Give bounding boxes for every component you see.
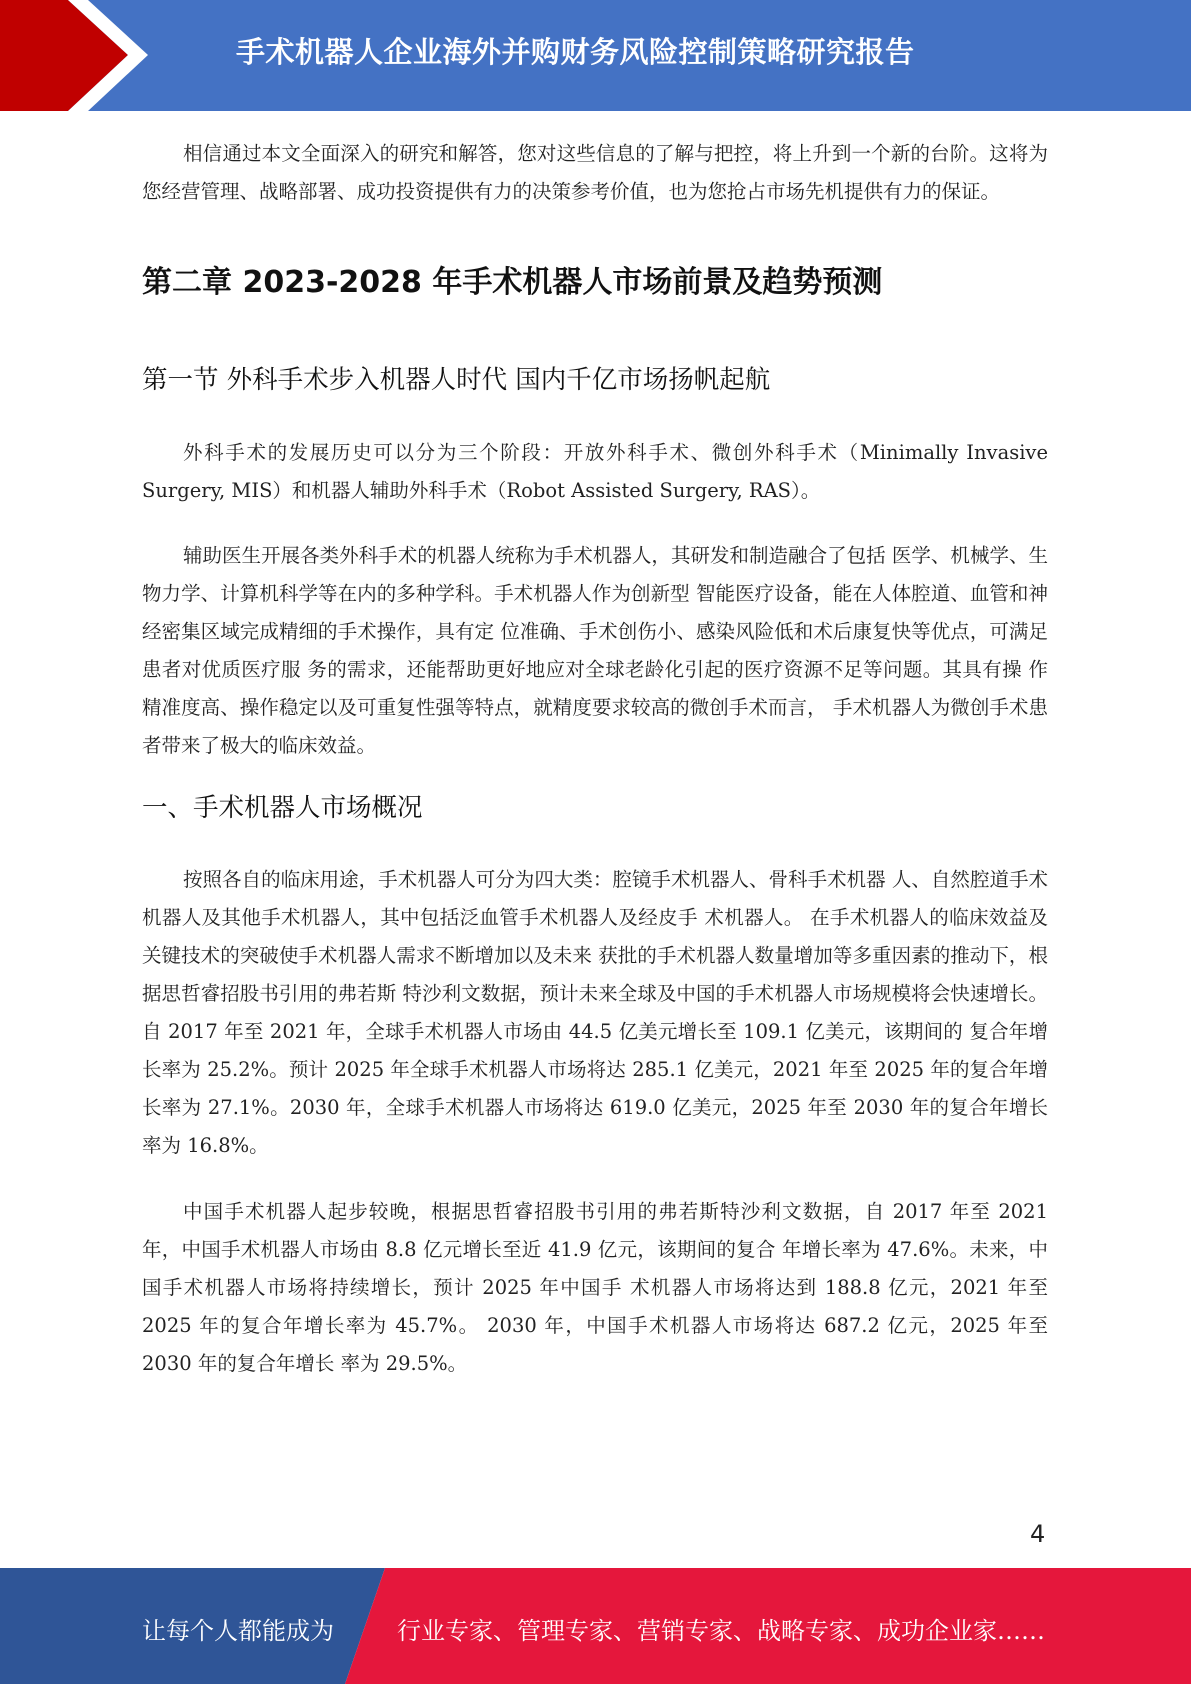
- subsection-title: 一、手术机器人市场概况: [142, 793, 423, 823]
- report-title: 手术机器人企业海外并购财务风险控制策略研究报告: [236, 35, 915, 69]
- page-header: [0, 0, 1191, 111]
- chapter-title: 第二章 2023-2028 年手术机器人市场前景及趋势预测: [142, 265, 883, 300]
- main-content: [142, 135, 1048, 1383]
- page-footer: [0, 1568, 1191, 1684]
- section-paragraph-2: 辅助医生开展各类外科手术的机器人统称为手术机器人，其研发和制造融合了包括 医学、机械学、生物力学、计算机科学等在内的多种学科。手术机器人作为创新型 智能医疗设备，能在人体腔道、血管和神经密集区域完成精细的手术操作，具有定 位准确、手术创伤小、感染风险低和术后康复快等优点，可满足患者对优质医疗服 务的需求，还能帮助更好地应对全球老龄化引起的医疗资源不足等问题。其具有操 作精准度高、操作稳定以及可重复性强等特点，就精度要求较高的微创手术而言， 手术机器人为微创手术患者带来了极大的临床效益。: [142, 544, 1048, 757]
- subsection-paragraph-2: 中国手术机器人起步较晚，根据思哲睿招股书引用的弗若斯特沙利文数据，自 2017 年至 2021 年，中国手术机器人市场由 8.8 亿元增长至近 41.9 亿元，该期间的复合 年增长率为 47.6%。未来，中国手术机器人市场将持续增长，预计 2025 年中国手 术机器人市场将达到 188.8 亿元，2021 年至 2025 年的复合年增长率为 45.7%。 2030 年，中国手术机器人市场将达 687.2 亿元，2025 年至 2030 年的复合年增长 率为 29.5%。: [142, 1200, 1048, 1375]
- subsection-paragraph-1: 按照各自的临床用途，手术机器人可分为四大类：腔镜手术机器人、骨科手术机器 人、自然腔道手术机器人及其他手术机器人，其中包括泛血管手术机器人及经皮手 术机器人。 在手术机器人的临床效益及关键技术的突破使手术机器人需求不断增加以及未来 获批的手术机器人数量增加等多重因素的推动下，根据思哲睿招股书引用的弗若斯 特沙利文数据，预计未来全球及中国的手术机器人市场规模将会快速增长。自 2017 年至 2021 年，全球手术机器人市场由 44.5 亿美元增长至 109.1 亿美元，该期间的 复合年增长率为 25.2%。预计 2025 年全球手术机器人市场将达 285.1 亿美元，2021 年至 2025 年的复合年增长率为 27.1%。2030 年，全球手术机器人市场将达 619.0 亿美元，2025 年至 2030 年的复合年增长率为 16.8%。: [142, 868, 1048, 1157]
- footer-slogan-left: 让每个人都能成为: [142, 1617, 334, 1645]
- intro-paragraph: 相信通过本文全面深入的研究和解答，您对这些信息的了解与把控，将上升到一个新的台阶。这将为您经营管理、战略部署、成功投资提供有力的决策参考价值，也为您抢占市场先机提供有力的保证。: [142, 142, 1048, 203]
- section-paragraph-1: 外科手术的发展历史可以分为三个阶段：开放外科手术、微创外科手术（Minimally Invasive Surgery, MIS）和机器人辅助外科手术（Robot Assisted Surgery, RAS）。: [142, 441, 1048, 502]
- page-number: 4: [1030, 1520, 1046, 1548]
- footer-slogan-right: 行业专家、管理专家、营销专家、战略专家、成功企业家……: [397, 1617, 1045, 1645]
- section-title: 第一节 外科手术步入机器人时代 国内千亿市场扬帆起航: [142, 365, 771, 395]
